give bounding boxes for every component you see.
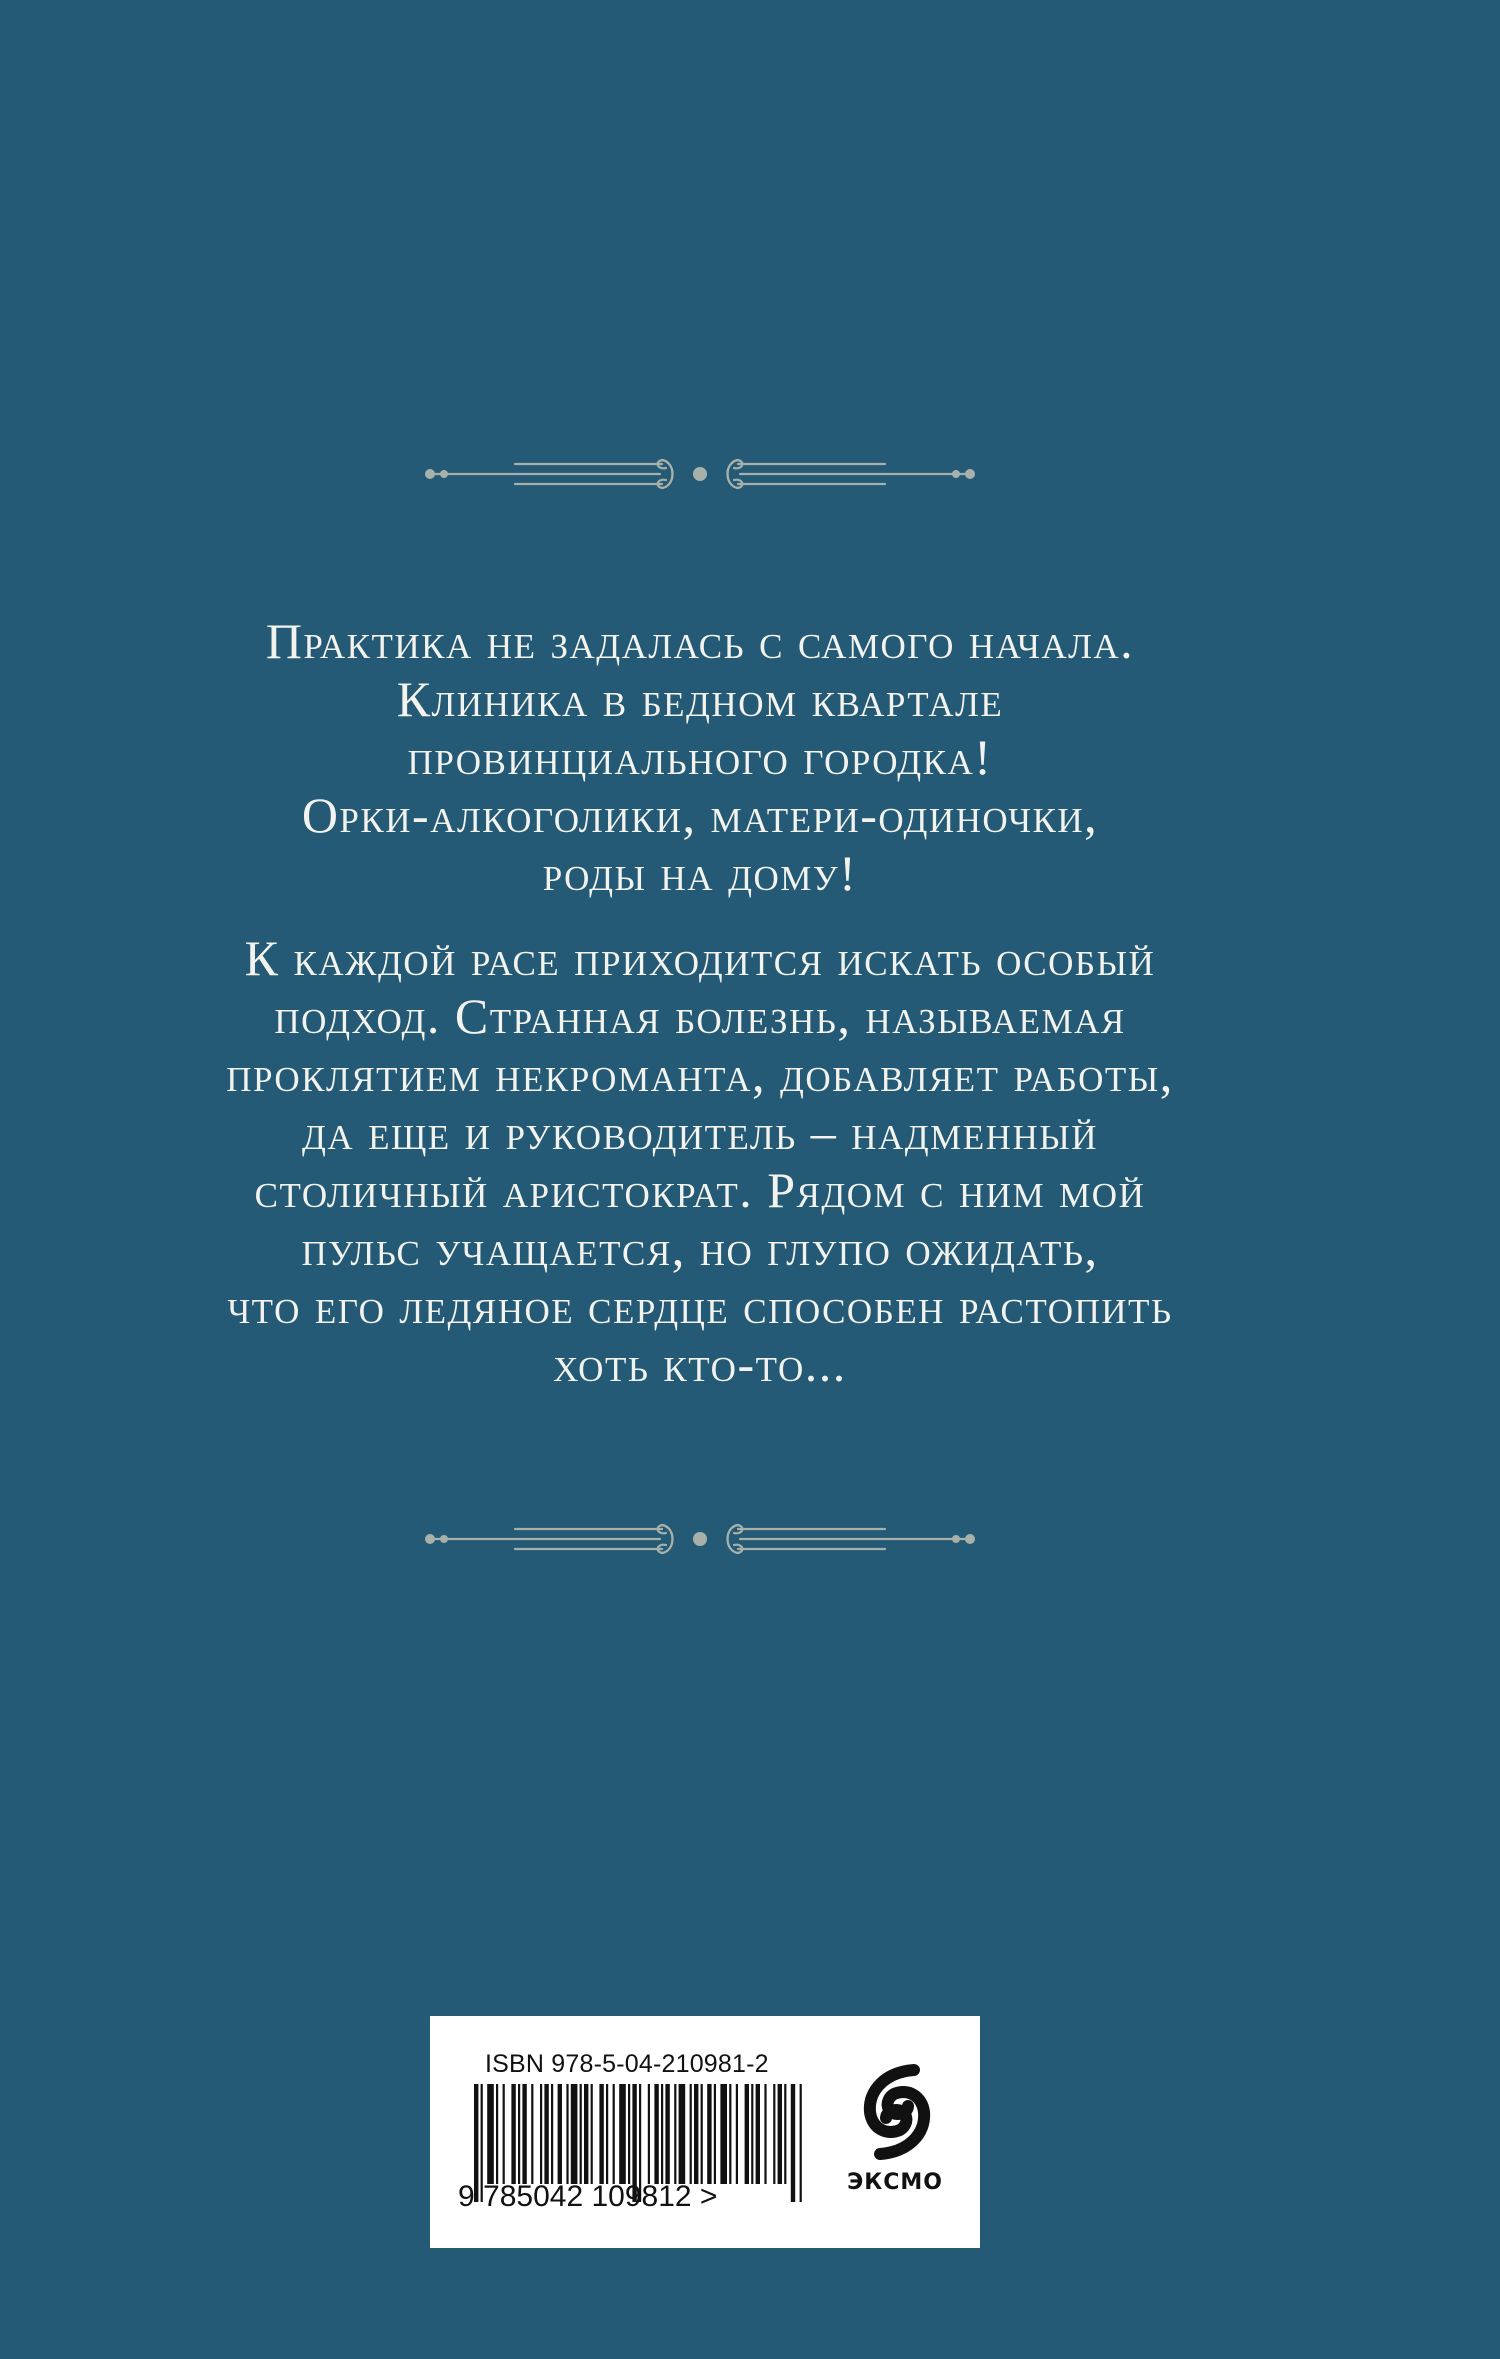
barcode-bar — [496, 2084, 498, 2184]
barcode-bar — [679, 2084, 686, 2184]
barcode-bar — [540, 2084, 542, 2184]
barcode-bar — [736, 2084, 738, 2184]
barcode-bar — [531, 2084, 533, 2184]
blurb-line: хоть кто-то... — [553, 1336, 847, 1392]
barcode-digits: 9 785042 109812 > — [458, 2180, 718, 2213]
barcode-bar — [729, 2084, 731, 2184]
barcode-bar — [773, 2084, 775, 2184]
barcode-bar — [503, 2084, 505, 2184]
blurb-paragraph-1 — [150, 612, 1250, 902]
blurb-line: Орки-алкоголики, матери-одиночки, — [301, 787, 1099, 843]
barcode-bar — [599, 2084, 603, 2184]
isbn-label: ISBN 978-5-04-210981-2 — [485, 2050, 769, 2078]
top-ornament-divider — [420, 452, 980, 496]
barcode-bar — [522, 2084, 526, 2184]
barcode-bar — [571, 2084, 578, 2184]
barcode-bar — [720, 2084, 727, 2184]
barcode-bar — [674, 2084, 676, 2184]
barcode-bar — [654, 2084, 658, 2184]
barcode-bar — [558, 2084, 562, 2184]
blurb-line: столичный аристократ. Рядом с ним мой — [254, 1162, 1146, 1218]
barcode-bar — [756, 2084, 760, 2184]
blurb-line: К каждой расе приходится искать особый — [244, 930, 1156, 986]
barcode-bar — [648, 2084, 650, 2184]
barcode-bar — [791, 2084, 795, 2202]
barcode-bar — [778, 2084, 782, 2184]
eksmo-logo-icon — [856, 2064, 938, 2160]
blurb-line: подход. Странная болезнь, называемая — [274, 988, 1126, 1044]
blurb-line: что его ледяное сердце способен растопить — [227, 1278, 1173, 1334]
barcode-bar — [566, 2084, 568, 2184]
bottom-ornament-divider — [420, 1517, 980, 1561]
barcode-bar — [580, 2084, 582, 2184]
barcode-bar — [694, 2084, 698, 2184]
barcode-bar — [591, 2084, 593, 2184]
barcode-bar — [764, 2084, 766, 2184]
barcode-bar — [714, 2084, 716, 2184]
blurb-line: Практика не задалась с самого начала. — [265, 613, 1135, 669]
blurb-line: да еще и руководитель – надменный — [301, 1104, 1099, 1160]
barcode-bar — [584, 2084, 588, 2184]
barcode-bar — [619, 2084, 626, 2184]
barcode-bar — [751, 2084, 753, 2184]
barcode-bar — [613, 2084, 615, 2184]
blurb-line: провинциального городка! — [407, 729, 993, 785]
blurb-line: проклятием некроманта, добавляет работы, — [226, 1046, 1174, 1102]
barcode-bar — [606, 2084, 608, 2184]
barcode-bar — [707, 2084, 711, 2184]
barcode-bar — [551, 2084, 553, 2184]
barcode-bar — [628, 2084, 630, 2184]
barcode-bar — [487, 2084, 494, 2184]
blurb-line: роды на дому! — [542, 845, 858, 901]
blurb-line: Клиника в бедном квартале — [396, 671, 1004, 727]
publisher-name: ЭКСМО — [847, 2170, 943, 2195]
barcode-bar — [544, 2084, 548, 2184]
barcode-bar — [690, 2084, 692, 2184]
barcode-bar — [511, 2084, 515, 2184]
blurb-line: пульс учащается, но глупо ожидать, — [301, 1220, 1099, 1276]
blurb-paragraph-2 — [150, 929, 1250, 1393]
barcode-bar — [661, 2084, 663, 2184]
barcode-bar — [784, 2084, 786, 2184]
barcode-bar — [518, 2084, 520, 2184]
barcode-bar — [665, 2084, 669, 2184]
barcode-bar — [701, 2084, 703, 2184]
barcode-panel — [430, 2016, 980, 2248]
barcode-bar — [745, 2084, 749, 2184]
barcode-bar — [800, 2084, 802, 2202]
